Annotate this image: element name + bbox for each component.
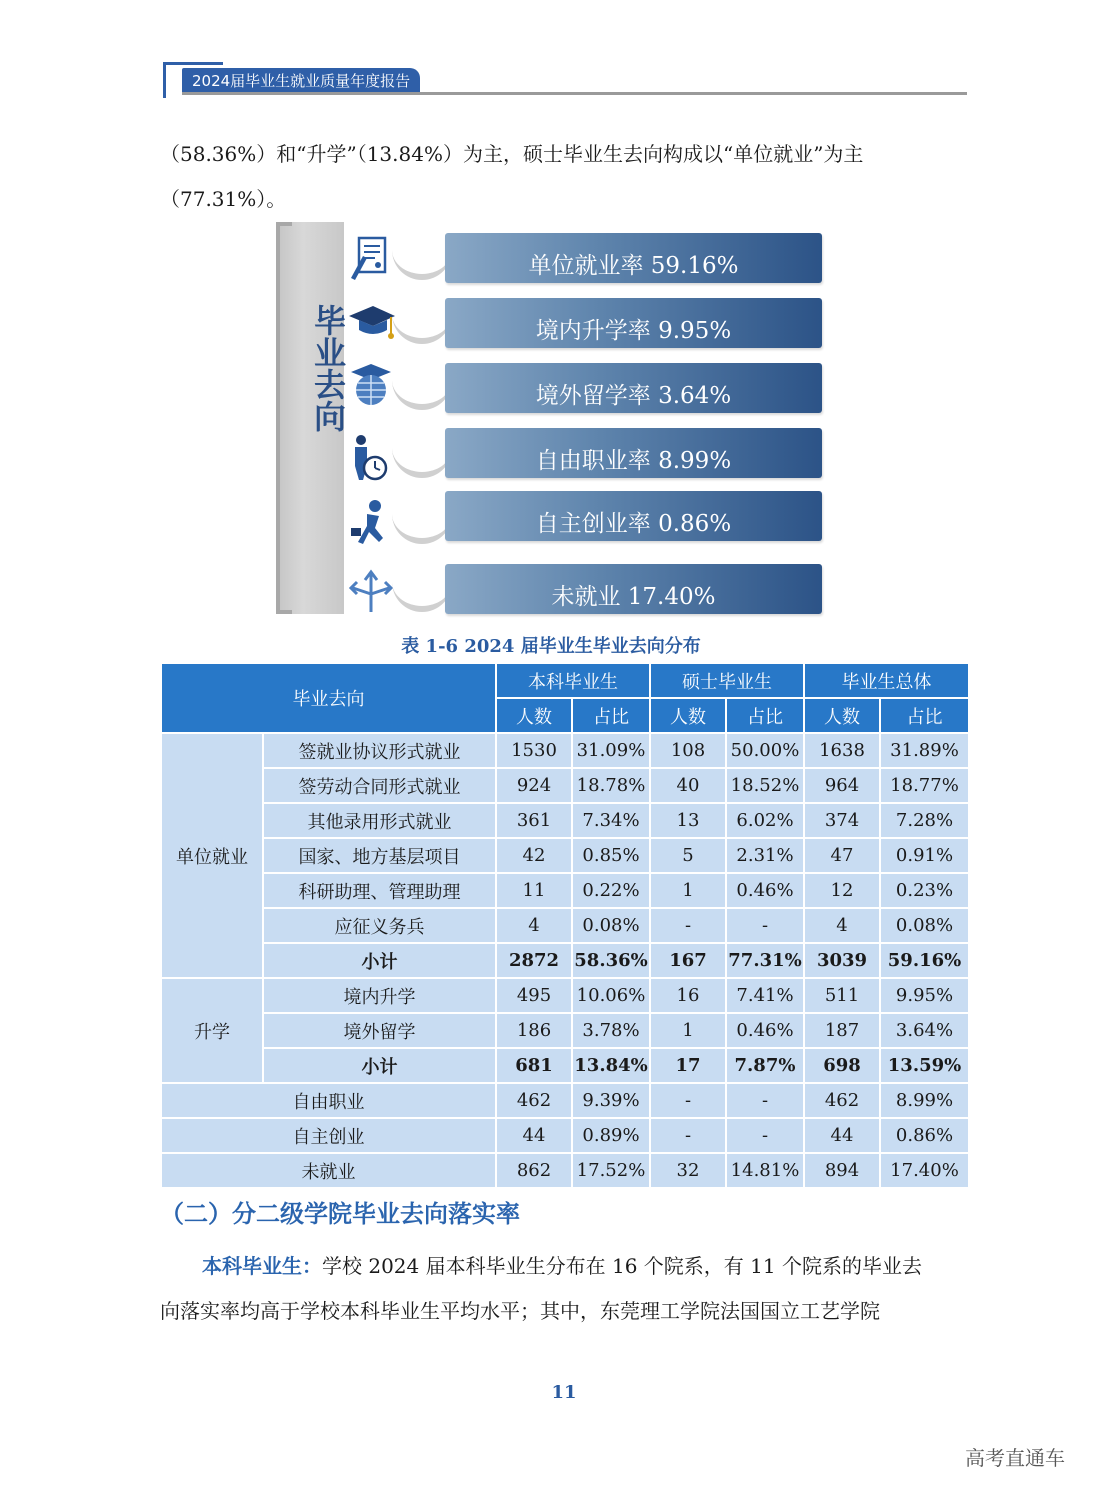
row-label: 境内升学 bbox=[263, 978, 496, 1013]
table-cell: 0.08% bbox=[880, 908, 969, 943]
rate-bar-unemployed bbox=[445, 564, 822, 614]
section-lead: 本科毕业生： bbox=[202, 1254, 322, 1278]
connector bbox=[392, 312, 452, 344]
table-cell: - bbox=[650, 1118, 726, 1153]
table-row bbox=[161, 1048, 969, 1083]
row-label: 签劳动合同形式就业 bbox=[263, 768, 496, 803]
globe-cap-icon bbox=[345, 360, 397, 410]
table-cell: 1 bbox=[650, 873, 726, 908]
row-label: 小计 bbox=[263, 943, 496, 978]
row-label: 小计 bbox=[263, 1048, 496, 1083]
table-cell: 0.08% bbox=[572, 908, 650, 943]
table-row bbox=[161, 1118, 969, 1153]
table-cell: 17 bbox=[650, 1048, 726, 1083]
table-cell: - bbox=[650, 908, 726, 943]
table-cell: - bbox=[726, 908, 804, 943]
table-cell: 47 bbox=[804, 838, 880, 873]
table-cell: 7.28% bbox=[880, 803, 969, 838]
category-further-study: 升学 bbox=[161, 978, 263, 1083]
clock-person-icon bbox=[345, 432, 397, 482]
col-ratio: 占比 bbox=[880, 698, 969, 733]
section-heading: （二）分二级学院毕业去向落实率 bbox=[160, 1200, 520, 1228]
row-label: 签就业协议形式就业 bbox=[263, 733, 496, 768]
table-cell: 0.86% bbox=[880, 1118, 969, 1153]
table-cell: 0.89% bbox=[572, 1118, 650, 1153]
row-label: 自主创业 bbox=[161, 1118, 496, 1153]
table-cell: 13.59% bbox=[880, 1048, 969, 1083]
row-label: 境外留学 bbox=[263, 1013, 496, 1048]
col-count: 人数 bbox=[496, 698, 572, 733]
col-destination: 毕业去向 bbox=[161, 663, 496, 733]
table-row bbox=[161, 838, 969, 873]
section-para-line-1 bbox=[160, 1244, 972, 1288]
table-cell: 964 bbox=[804, 768, 880, 803]
table-cell: 187 bbox=[804, 1013, 880, 1048]
table-cell: 681 bbox=[496, 1048, 572, 1083]
table-cell: 12 bbox=[804, 873, 880, 908]
table-row bbox=[161, 768, 969, 803]
arrows-icon bbox=[345, 566, 397, 616]
table-cell: 18.77% bbox=[880, 768, 969, 803]
table-cell: 13.84% bbox=[572, 1048, 650, 1083]
table-cell: 1 bbox=[650, 1013, 726, 1048]
panel-title: 毕业去向 bbox=[309, 304, 347, 432]
running-person-icon bbox=[345, 498, 397, 548]
page-number: 11 bbox=[551, 1382, 577, 1403]
table-cell: 10.06% bbox=[572, 978, 650, 1013]
table-cell: 462 bbox=[496, 1083, 572, 1118]
table-cell: 361 bbox=[496, 803, 572, 838]
table-cell: 17.40% bbox=[880, 1153, 969, 1188]
table-cell: 3039 bbox=[804, 943, 880, 978]
table-cell: 40 bbox=[650, 768, 726, 803]
rate-bar-entrepreneurship bbox=[445, 491, 822, 541]
intro-line-1: （58.36%）和“升学”（13.84%）为主，硕士毕业生去向构成以“单位就业”为主 bbox=[160, 142, 864, 166]
header-top-bar bbox=[163, 62, 223, 65]
table-cell: - bbox=[726, 1118, 804, 1153]
section-para-line-2: 向落实率均高于学校本科毕业生平均水平；其中，东莞理工学院法国国立工艺学院 bbox=[160, 1299, 880, 1323]
table-cell: 0.46% bbox=[726, 873, 804, 908]
col-ratio: 占比 bbox=[572, 698, 650, 733]
row-label: 应征义务兵 bbox=[263, 908, 496, 943]
header-left-bar bbox=[163, 62, 166, 98]
col-ratio: 占比 bbox=[726, 698, 804, 733]
panel-bracket-bottom bbox=[276, 610, 292, 614]
table-cell: 44 bbox=[804, 1118, 880, 1153]
table-cell: 44 bbox=[496, 1118, 572, 1153]
rate-label: 境外留学率 3.64% bbox=[535, 383, 732, 409]
rate-label: 单位就业率 59.16% bbox=[528, 253, 739, 279]
table-cell: 17.52% bbox=[572, 1153, 650, 1188]
table-row bbox=[161, 1013, 969, 1048]
table-row bbox=[161, 943, 969, 978]
table-cell: 374 bbox=[804, 803, 880, 838]
col-group-master: 硕士毕业生 bbox=[650, 663, 804, 698]
table-cell: 7.87% bbox=[726, 1048, 804, 1083]
rate-label: 境内升学率 9.95% bbox=[535, 318, 732, 344]
connector bbox=[392, 580, 452, 612]
rate-bar-domestic-study bbox=[445, 298, 822, 348]
table-row bbox=[161, 803, 969, 838]
table-cell: 13 bbox=[650, 803, 726, 838]
table-row bbox=[161, 1153, 969, 1188]
table-cell: 167 bbox=[650, 943, 726, 978]
table-row bbox=[161, 1083, 969, 1118]
table-cell: 7.34% bbox=[572, 803, 650, 838]
table-cell: 59.16% bbox=[880, 943, 969, 978]
table-cell: 18.78% bbox=[572, 768, 650, 803]
table-cell: 2.31% bbox=[726, 838, 804, 873]
table-cell: 6.02% bbox=[726, 803, 804, 838]
intro-line-2: （77.31%）。 bbox=[160, 187, 287, 211]
row-label: 自由职业 bbox=[161, 1083, 496, 1118]
table-cell: - bbox=[726, 1083, 804, 1118]
table-cell: 1530 bbox=[496, 733, 572, 768]
table-cell: 698 bbox=[804, 1048, 880, 1083]
watermark: 高考直通车 bbox=[965, 1446, 1065, 1470]
table-cell: 924 bbox=[496, 768, 572, 803]
graduation-cap-icon bbox=[345, 298, 397, 348]
table-row bbox=[161, 873, 969, 908]
table-cell: 31.09% bbox=[572, 733, 650, 768]
table-cell: 9.39% bbox=[572, 1083, 650, 1118]
table-cell: 511 bbox=[804, 978, 880, 1013]
section-text: 学校 2024 届本科毕业生分布在 16 个院系，有 11 个院系的毕业去 bbox=[322, 1254, 922, 1278]
table-cell: 0.85% bbox=[572, 838, 650, 873]
table-cell: 32 bbox=[650, 1153, 726, 1188]
table-cell: 1638 bbox=[804, 733, 880, 768]
table-cell: 18.52% bbox=[726, 768, 804, 803]
table-cell: 4 bbox=[804, 908, 880, 943]
destination-panel bbox=[276, 222, 347, 614]
header-rule bbox=[182, 92, 967, 95]
rate-bar-employment bbox=[445, 233, 822, 283]
panel-bracket-top bbox=[276, 222, 292, 226]
table-cell: 462 bbox=[804, 1083, 880, 1118]
contract-icon bbox=[345, 234, 397, 284]
table-row bbox=[161, 978, 969, 1013]
table-cell: 0.22% bbox=[572, 873, 650, 908]
destination-table bbox=[160, 662, 970, 1189]
table-row bbox=[161, 733, 969, 768]
table-cell: 9.95% bbox=[880, 978, 969, 1013]
table-cell: 495 bbox=[496, 978, 572, 1013]
report-title: 2024届毕业生就业质量年度报告 bbox=[182, 68, 420, 94]
row-label: 科研助理、管理助理 bbox=[263, 873, 496, 908]
connector bbox=[392, 248, 452, 280]
table-cell: - bbox=[650, 1083, 726, 1118]
table-cell: 0.23% bbox=[880, 873, 969, 908]
table-cell: 894 bbox=[804, 1153, 880, 1188]
connector bbox=[392, 512, 452, 544]
table-cell: 16 bbox=[650, 978, 726, 1013]
table-cell: 4 bbox=[496, 908, 572, 943]
row-label: 其他录用形式就业 bbox=[263, 803, 496, 838]
table-row bbox=[161, 908, 969, 943]
table-cell: 5 bbox=[650, 838, 726, 873]
table-cell: 58.36% bbox=[572, 943, 650, 978]
table-cell: 11 bbox=[496, 873, 572, 908]
category-unit-employment: 单位就业 bbox=[161, 733, 263, 978]
connector bbox=[392, 378, 452, 410]
row-label: 国家、地方基层项目 bbox=[263, 838, 496, 873]
rate-bar-freelance bbox=[445, 428, 822, 478]
table-cell: 50.00% bbox=[726, 733, 804, 768]
col-count: 人数 bbox=[650, 698, 726, 733]
panel-bracket bbox=[276, 222, 286, 614]
rate-label: 自由职业率 8.99% bbox=[535, 448, 732, 474]
col-count: 人数 bbox=[804, 698, 880, 733]
connector bbox=[392, 446, 452, 478]
table-cell: 0.46% bbox=[726, 1013, 804, 1048]
row-label: 未就业 bbox=[161, 1153, 496, 1188]
table-cell: 862 bbox=[496, 1153, 572, 1188]
table-cell: 14.81% bbox=[726, 1153, 804, 1188]
rate-label: 自主创业率 0.86% bbox=[535, 511, 732, 537]
table-cell: 0.91% bbox=[880, 838, 969, 873]
table-cell: 8.99% bbox=[880, 1083, 969, 1118]
table-caption: 表 1-6 2024 届毕业生毕业去向分布 bbox=[401, 636, 701, 657]
rate-bar-overseas-study bbox=[445, 363, 822, 413]
table-cell: 2872 bbox=[496, 943, 572, 978]
table-cell: 186 bbox=[496, 1013, 572, 1048]
table-cell: 31.89% bbox=[880, 733, 969, 768]
rate-label: 未就业 17.40% bbox=[551, 584, 716, 610]
table-cell: 108 bbox=[650, 733, 726, 768]
table-cell: 42 bbox=[496, 838, 572, 873]
table-cell: 3.78% bbox=[572, 1013, 650, 1048]
col-group-undergrad: 本科毕业生 bbox=[496, 663, 650, 698]
table-cell: 3.64% bbox=[880, 1013, 969, 1048]
table-cell: 77.31% bbox=[726, 943, 804, 978]
col-group-total: 毕业生总体 bbox=[804, 663, 969, 698]
table-cell: 7.41% bbox=[726, 978, 804, 1013]
